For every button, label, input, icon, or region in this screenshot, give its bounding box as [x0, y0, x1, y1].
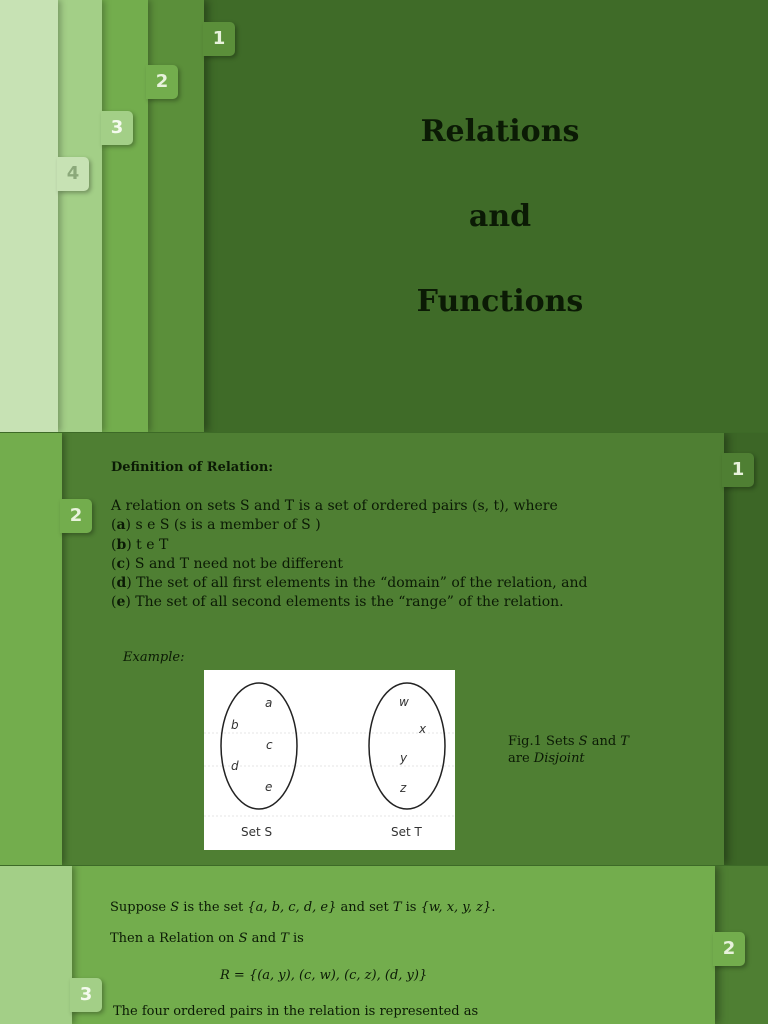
- definition-item: (c) S and T need not be different: [111, 555, 344, 572]
- text-run: and set: [336, 900, 393, 915]
- caption-text: and: [587, 734, 621, 749]
- slide-tab-2[interactable]: 2: [60, 499, 92, 533]
- text-run: .: [491, 900, 496, 915]
- set-t-element: y: [400, 751, 408, 765]
- slide-tab-2[interactable]: 2: [713, 932, 745, 966]
- item-marker: d: [116, 575, 127, 592]
- item-text: t e T: [131, 536, 169, 553]
- title-line-functions: Functions: [416, 284, 584, 319]
- title-slide: [0, 0, 768, 432]
- set-s-contents: {a, b, c, d, e}: [247, 900, 337, 915]
- set-s-label: Set S: [241, 825, 273, 839]
- slide-tab-3[interactable]: 3: [70, 978, 102, 1012]
- item-text: The set of all first elements in the “domain” of the relation, and: [131, 575, 588, 592]
- definition-body: [111, 497, 711, 613]
- item-text: The set of all second elements is the “range” of the relation.: [130, 594, 564, 611]
- set-s-ellipse: [221, 683, 297, 809]
- set-s-element: d: [231, 759, 239, 773]
- item-text: S and T need not be different: [130, 555, 344, 572]
- set-s-symbol: S: [238, 931, 248, 946]
- set-t-element: z: [400, 781, 407, 795]
- set-t-contents: {w, x, y, z}: [420, 900, 492, 915]
- caption-set-t: T: [620, 734, 629, 749]
- set-t-label: Set T: [391, 825, 422, 839]
- set-t-symbol: T: [280, 931, 289, 946]
- definition-item: (e) The set of all second elements is the “range” of the relation.: [111, 594, 564, 611]
- text-run: is: [401, 900, 421, 915]
- text-run: Suppose: [110, 900, 171, 915]
- slide-tab-2[interactable]: 2: [146, 65, 178, 99]
- slide-tab-1[interactable]: 1: [722, 453, 754, 487]
- example-label: Example:: [123, 650, 185, 665]
- sets-statement: [110, 900, 495, 915]
- text-run: and: [247, 931, 281, 946]
- item-marker: c: [116, 555, 125, 572]
- caption-set-s: S: [578, 734, 588, 749]
- caption-text: are: [508, 751, 534, 766]
- set-s-element: c: [266, 738, 273, 752]
- title-line-relations: Relations: [420, 114, 580, 149]
- figure-caption: [508, 733, 668, 767]
- item-marker: a: [116, 517, 126, 534]
- caption-text: Fig.1 Sets: [508, 734, 579, 749]
- set-s-element: a: [265, 696, 273, 710]
- item-marker: b: [116, 536, 127, 553]
- caption-disjoint: Disjoint: [533, 751, 585, 766]
- set-s-symbol: S: [170, 900, 180, 915]
- sets-figure: [204, 670, 455, 850]
- item-text: s e S (s is a member of S ): [131, 517, 321, 534]
- definition-item: (a) s e S (s is a member of S ): [111, 517, 321, 534]
- text-run: is the set: [179, 900, 248, 915]
- slide-backdrop-right: [724, 433, 768, 865]
- tab-strip-4: [0, 0, 58, 432]
- definition-item: (d) The set of all first elements in the “domain” of the relation, and: [111, 575, 588, 592]
- set-s-element: e: [265, 780, 273, 794]
- definition-intro: A relation on sets S and T is a set of ordered pairs (s, t), where: [111, 498, 558, 514]
- relation-intro: [110, 931, 304, 946]
- slide-strip-left: [0, 866, 72, 1024]
- example-slide: [0, 866, 768, 1024]
- slide-strip-left: [0, 433, 62, 865]
- set-t-symbol: T: [392, 900, 402, 915]
- title-line-and: and: [468, 199, 532, 234]
- text-run: Then a Relation on: [110, 931, 239, 946]
- slide-tab-1[interactable]: 1: [203, 22, 235, 56]
- text-run: is: [288, 931, 304, 946]
- item-marker: e: [116, 594, 126, 611]
- relation-formula: R = {(a, y), (c, w), (c, z), (d, y)}: [220, 968, 428, 983]
- set-s-element: b: [231, 718, 239, 732]
- set-t-element: w: [399, 695, 409, 709]
- set-t-element: x: [419, 722, 427, 736]
- definition-heading: Definition of Relation:: [111, 460, 274, 475]
- definition-slide: [0, 433, 768, 865]
- sets-diagram: [204, 670, 455, 850]
- slide-tab-4[interactable]: 4: [57, 157, 89, 191]
- relation-explanation: The four ordered pairs in the relation is represented as: [113, 1004, 479, 1019]
- slide-tab-3[interactable]: 3: [101, 111, 133, 145]
- definition-item: (b) t e T: [111, 536, 169, 553]
